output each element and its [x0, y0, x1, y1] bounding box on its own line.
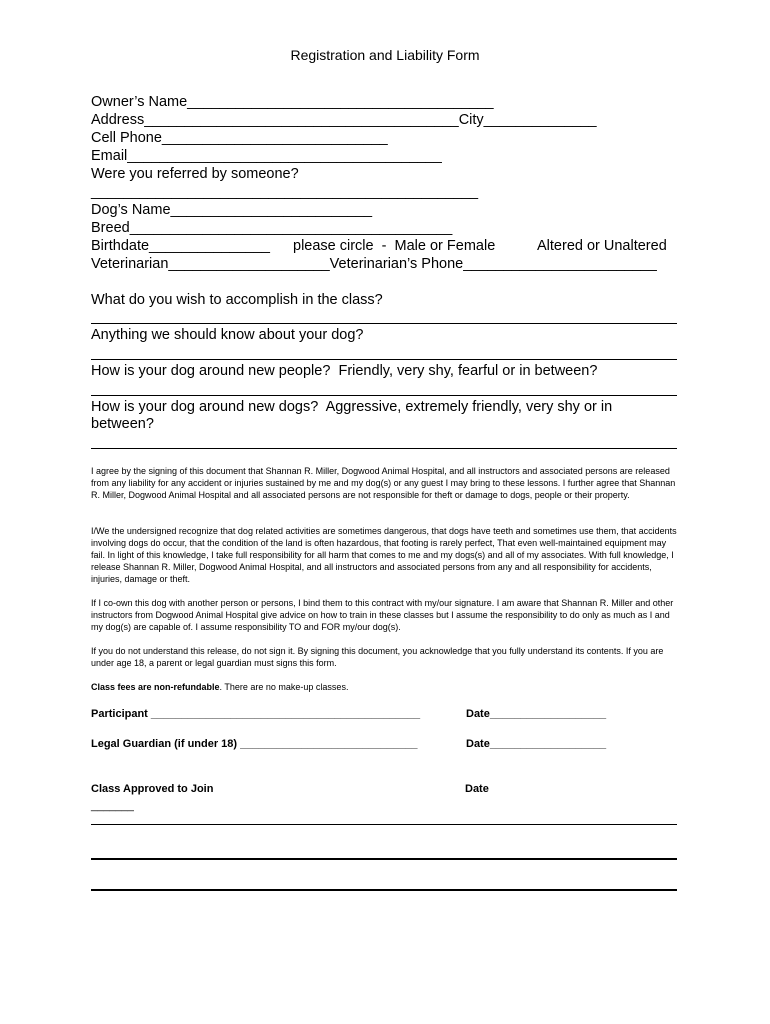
answer-line-know-about-dog[interactable]: [91, 359, 677, 360]
participant-date-label: Date___________________: [466, 708, 607, 720]
referred-field[interactable]: ________________________________________________: [91, 184, 479, 200]
guardian-signature-field[interactable]: Legal Guardian (if under 18) _____________________________: [91, 738, 418, 750]
liability-paragraph-2: I/We the undersigned recognize that dog related activities are sometimes dangerous, that dogs have teeth and sometimes use them, that accidents involving dogs do occur, that the condition of the land is often hazardous, that footing is rarely perfect, That even well-maintained equipment may fail. In light of this knowledge, I take full responsibility for all harm that comes to me and my dogs(s) and all of my associates. With full knowledge, I release Shannan R. Miller, Dogwood Animal Hospital, and all instructors and associated persons from any and all responsibility for accidents, injuries, damage or theft.: [91, 526, 677, 584]
birthdate-field[interactable]: Birthdate_______________: [91, 238, 270, 254]
instructor-notes-line-1[interactable]: [91, 824, 677, 825]
class-approved-date-label: Date: [465, 783, 489, 795]
question-accomplish: What do you wish to accomplish in the class?: [91, 292, 383, 308]
fees-notice-bold: Class fees are non-refundable: [91, 682, 220, 692]
email-field[interactable]: Email_______________________________________: [91, 148, 442, 164]
instructor-notes-line-3[interactable]: [91, 889, 677, 891]
guardian-date-field[interactable]: [466, 737, 606, 751]
participant-signature-field[interactable]: Participant ____________________________________________: [91, 708, 421, 720]
fees-notice-rest: . There are no make-up classes.: [219, 682, 349, 692]
owner-name-field[interactable]: Owner’s Name______________________________________: [91, 94, 494, 110]
altered-option[interactable]: Altered or Unaltered: [537, 238, 667, 254]
answer-line-new-dogs[interactable]: [91, 448, 677, 449]
class-approved-label: Class Approved to Join: [91, 783, 214, 795]
answer-line-accomplish[interactable]: [91, 323, 677, 324]
fees-notice: [91, 681, 681, 693]
veterinarian-field[interactable]: Veterinarian____________________Veterinarian’s Phone________________________: [91, 256, 657, 272]
cell-phone-field[interactable]: Cell Phone____________________________: [91, 130, 388, 146]
liability-paragraph-3: If I co-own this dog with another person or persons, I bind them to this contract with my/our signature. I am aware that Shannan R. Miller and other instructors from Dogwood Animal Hospital give advice on how to train in these classes but I assume the responsibility to do only as much as I and my dog(s) are capable of. I assume responsibility TO and FOR my/our dog(s).: [91, 598, 674, 632]
instructor-notes-line-2[interactable]: [91, 858, 677, 860]
question-know-about-dog: Anything we should know about your dog?: [91, 327, 364, 343]
liability-paragraph-4: If you do not understand this release, do not sign it. By signing this document, you acknowledge that you fully understand its contents. If you are under age 18, a parent or legal guardian must signs this form.: [91, 646, 664, 668]
referred-question: Were you referred by someone?: [91, 166, 299, 182]
participant-date-field[interactable]: [466, 707, 606, 721]
question-new-people: How is your dog around new people? Friendly, very shy, fearful or in between?: [91, 363, 598, 379]
question-new-dogs-continued: between?: [91, 416, 154, 432]
question-new-dogs: How is your dog around new dogs? Aggressive, extremely friendly, very shy or in: [91, 399, 613, 415]
guardian-date-label: Date___________________: [466, 738, 607, 750]
liability-paragraph-1: I agree by the signing of this document that Shannan R. Miller, Dogwood Animal Hospital, and all instructors and associated persons are released from any liability for any accident or injuries sustained by me and my dog(s) or any guest I may bring to these lessons. I further agree that Shannan R. Miller, Dogwood Animal Hospital and all associated persons are not responsible for theft or damage to dogs, people or their property.: [91, 466, 676, 500]
form-title: Registration and Liability Form: [290, 47, 480, 63]
sex-circle-option[interactable]: please circle - Male or Female: [293, 238, 496, 254]
address-field[interactable]: Address_______________________________________City______________: [91, 112, 597, 128]
class-approved-line[interactable]: _______: [91, 800, 134, 812]
breed-field[interactable]: Breed________________________________________: [91, 220, 453, 236]
dog-name-field[interactable]: Dog’s Name_________________________: [91, 202, 373, 218]
answer-line-new-people[interactable]: [91, 395, 677, 396]
